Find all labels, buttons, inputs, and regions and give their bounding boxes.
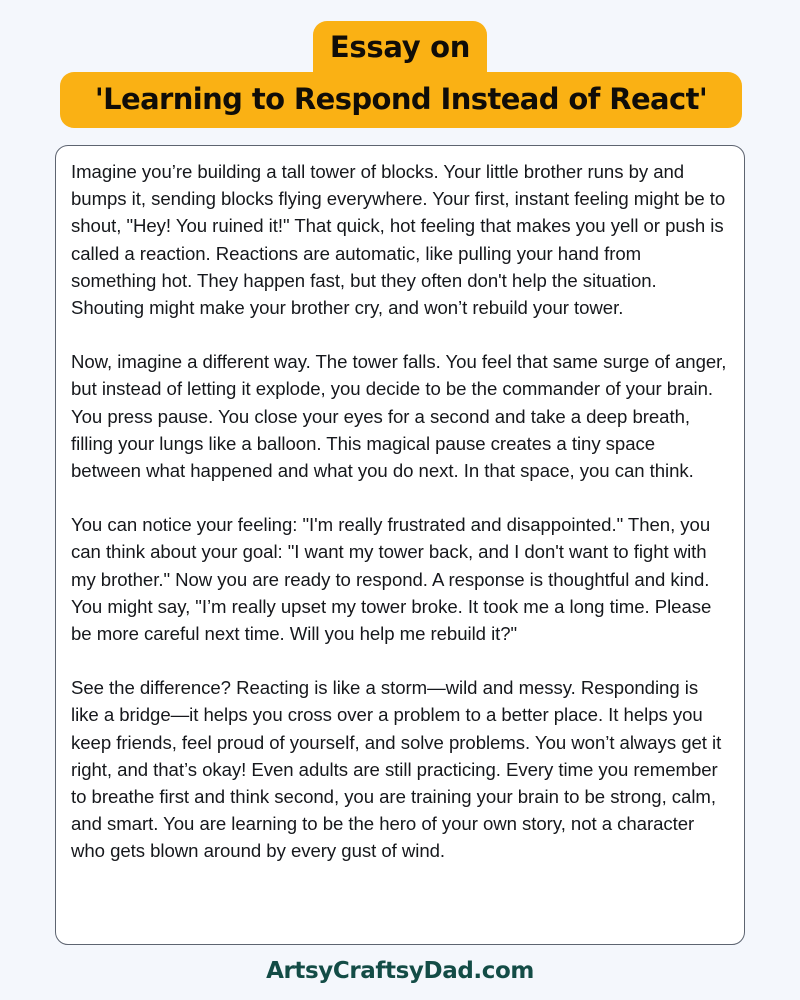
essay-paragraph: Now, imagine a different way. The tower falls. You feel that same surge of anger, but instead of letting it explode, you decide to be the commander of your brain. You press pause. You close your eyes for a second and take a deep breath, filling your lungs like a balloon. This magical pause creates a tiny space between what happened and what you do next. In that space, you can think. <box>71 351 727 482</box>
essay-paragraph: You can notice your feeling: "I'm really frustrated and disappointed." Then, you can think about your goal: "I want my tower back, and I don't want to fight with my brother." Now you are ready to respond. A response is thoughtful and kind. You might say, "I’m really upset my tower broke. It took me a long time. Please be more careful next time. Will you help me rebuild it?" <box>71 514 712 645</box>
essay-paragraph: See the difference? Reacting is like a storm—wild and messy. Responding is like a bridge—it helps you cross over a problem to a better place. It helps you keep friends, feel proud of yourself, and solve problems. You won’t always get it right, and that’s okay! Even adults are still practicing. Every time you remember to breathe first and think second, you are training your brain to be strong, calm, and smart. You are learning to be the hero of your own story, not a character who gets blown around by every gust of wind. <box>71 677 722 862</box>
essay-paragraph: Imagine you’re building a tall tower of blocks. Your little brother runs by and bumps it, sending blocks flying everywhere. Your first, instant feeling might be to shout, "Hey! You ruined it!" That quick, hot feeling that makes you yell or push is called a reaction. Reactions are automatic, like pulling your hand from something hot. They happen fast, but they often don't help the situation. Shouting might make your brother cry, and won’t rebuild your tower. <box>71 161 726 319</box>
essay-body <box>71 158 728 865</box>
banner-title-bar <box>60 72 742 128</box>
page-title: 'Learning to Respond Instead of React' <box>94 81 708 116</box>
essay-card <box>55 145 745 945</box>
banner-tab <box>313 21 487 77</box>
site-footer <box>0 958 800 984</box>
banner-tab-label: Essay on <box>329 30 471 64</box>
site-brand-name: ArtsyCraftsyDad.com <box>266 958 534 984</box>
